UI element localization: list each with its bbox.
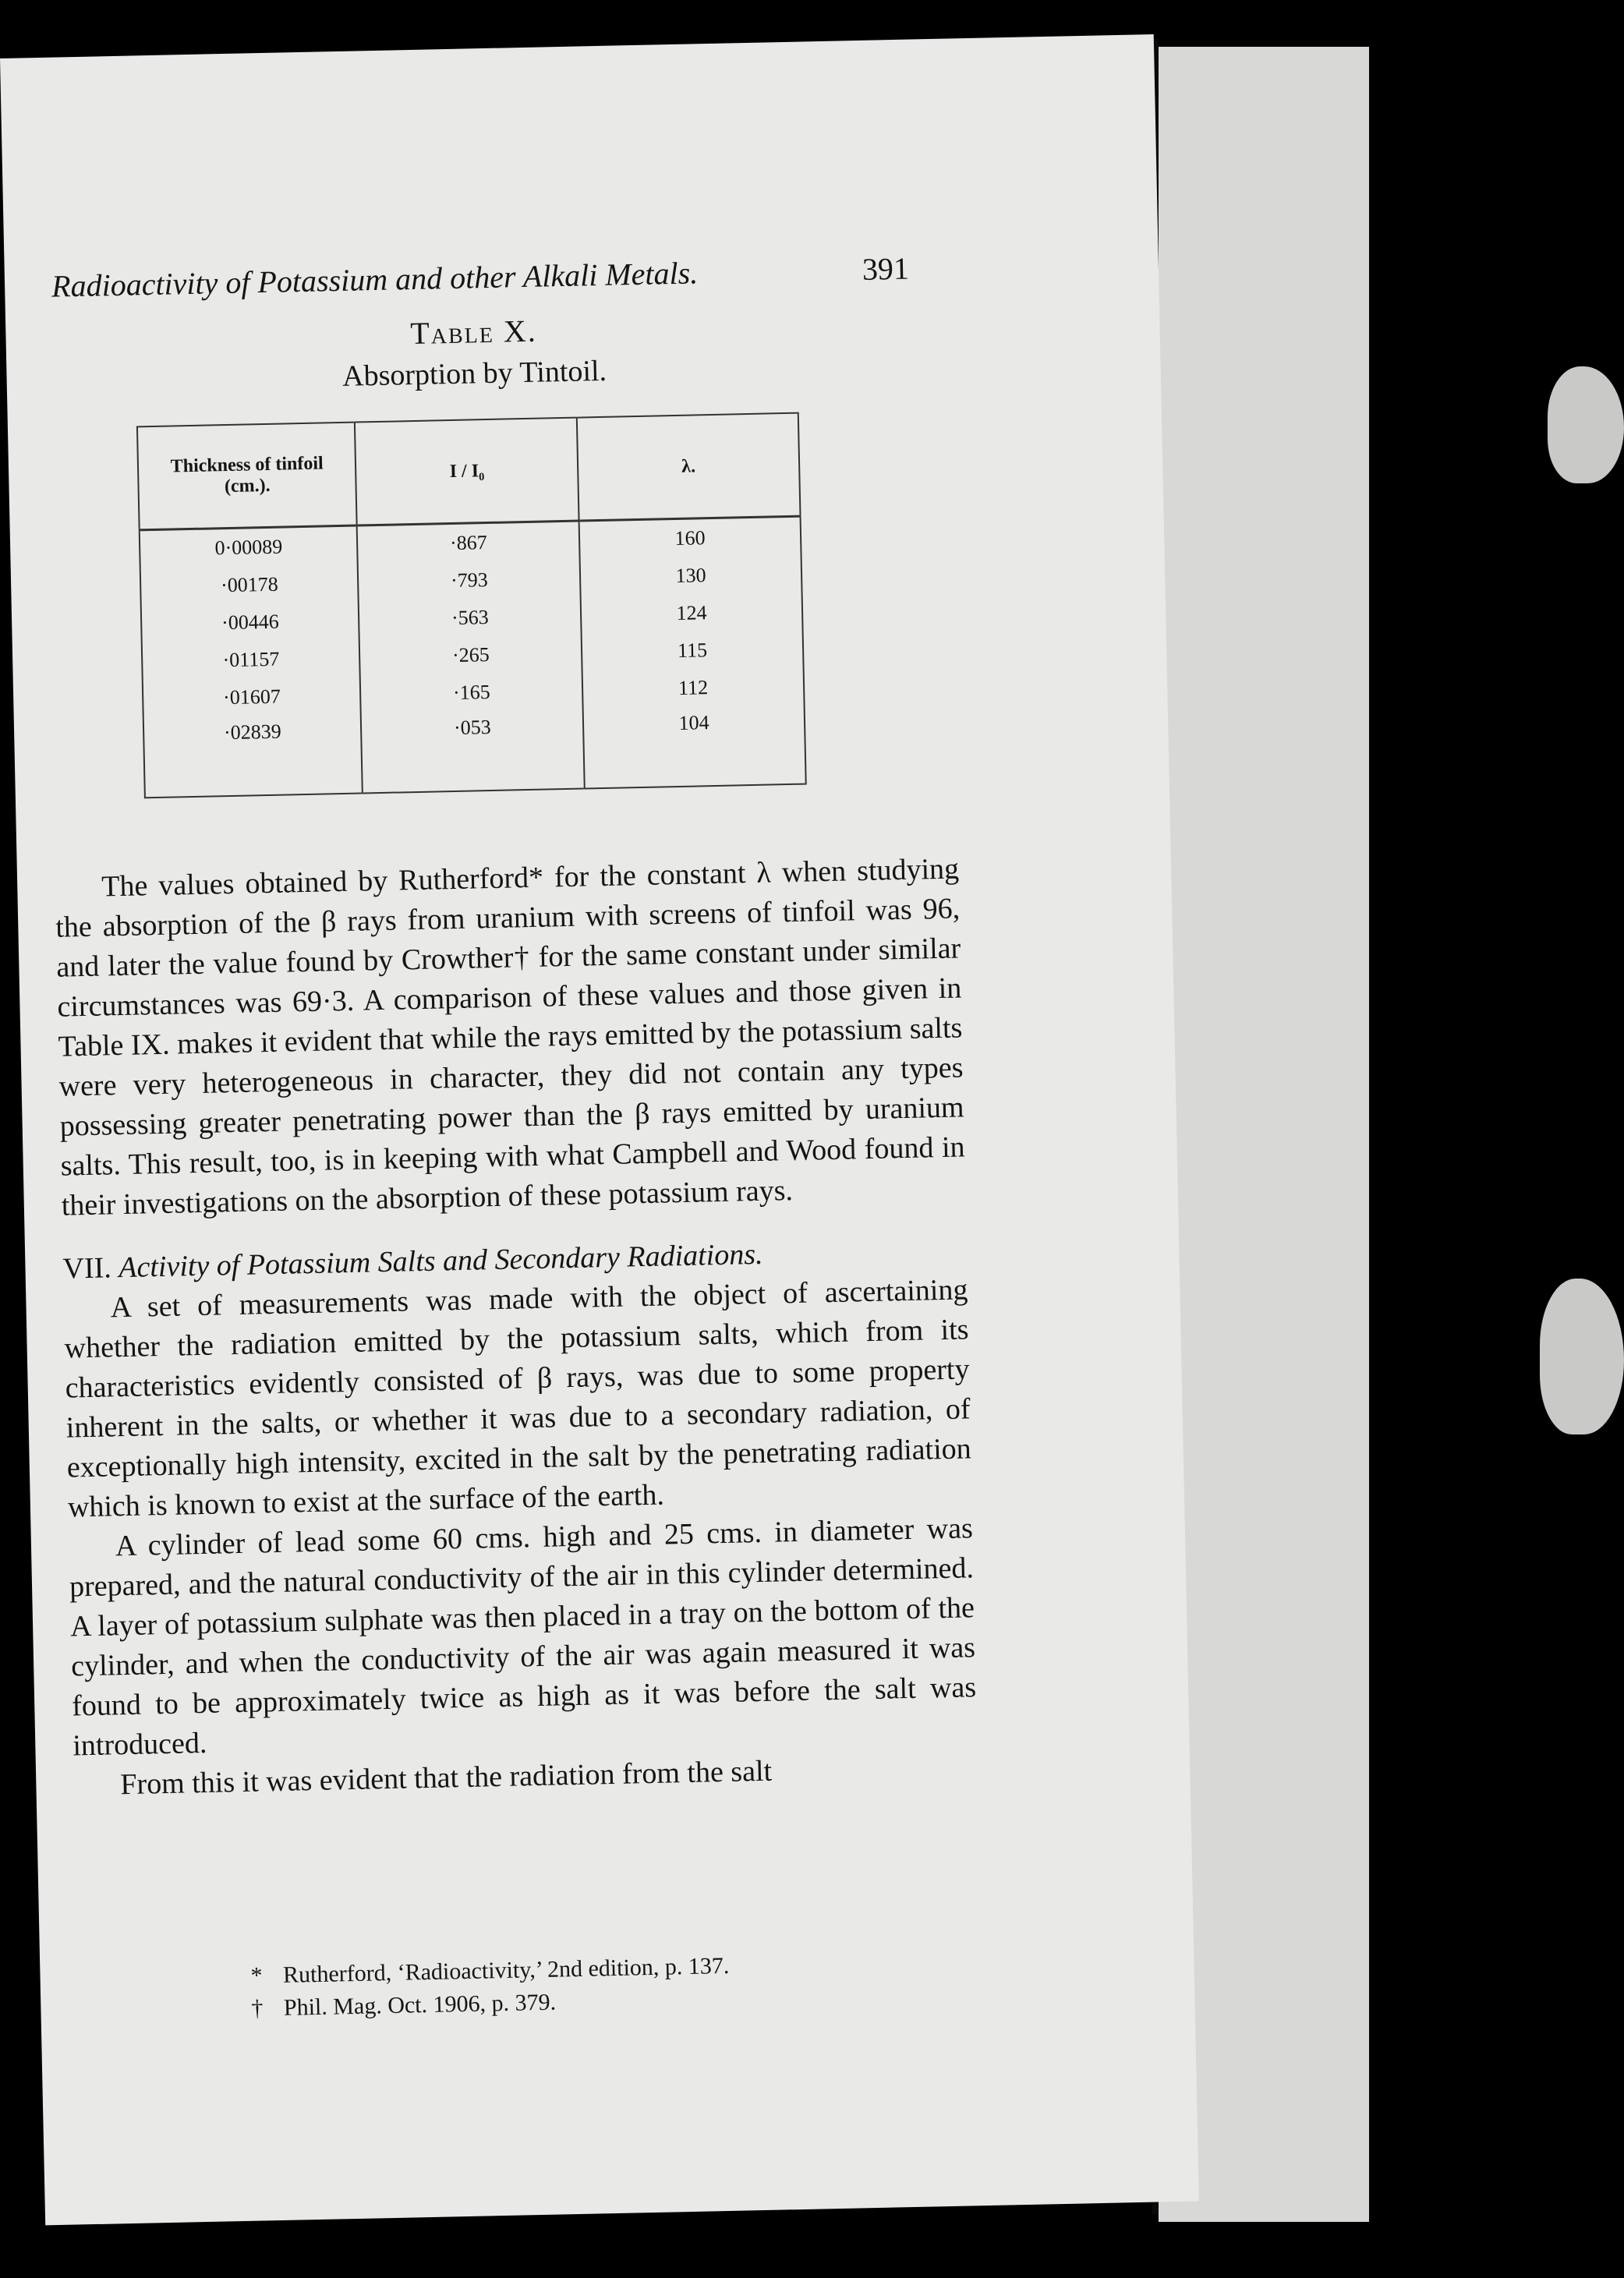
table-title: Table X. [409, 313, 538, 352]
table-cell: ·00178 [140, 564, 359, 607]
section-number: VII. [62, 1251, 112, 1286]
table-cell: 124 [581, 592, 803, 635]
footnote-text: Rutherford, ‘Radioactivity,’ 2nd edition, p. 137. [282, 1952, 730, 1988]
column-header-lambda: λ. [577, 413, 801, 521]
table-row [143, 705, 806, 798]
page-number: 391 [862, 250, 910, 287]
table-cell: ·793 [358, 560, 581, 602]
page-blemish [1540, 1279, 1624, 1434]
table-cell: 104 [583, 705, 806, 789]
table-cell: 112 [582, 667, 805, 709]
footnote-mark: * [250, 1962, 263, 1989]
paragraph: A cylinder of lead some 60 cms. high and 25 cms. in diameter was prepared, and the natural conductivity of the air in this cylinder determined. A layer of potassium sulphate was then placed in a tray on the bottom of the cylinder, and when the conductivity of the air was again measured it was found to be approximately twice as high as it was before the salt was introduced. [69, 1512, 977, 1763]
table-cell: ·165 [360, 672, 583, 714]
table-cell: 115 [582, 630, 804, 672]
paragraph: From this it was evident that the radiation from the salt [119, 1754, 773, 1802]
running-header [51, 250, 910, 305]
section-title: Activity of Potassium Salts and Secondary Radiations. [118, 1237, 763, 1285]
table-cell: ·01157 [142, 639, 360, 681]
table-cell: 130 [580, 555, 802, 597]
table-cell: ·867 [357, 521, 580, 564]
table-cell: ·01607 [143, 676, 361, 718]
table-header-row [137, 413, 801, 530]
table-cell: ·00446 [141, 602, 359, 644]
body-text [55, 849, 978, 1806]
table-cell: ·02839 [143, 713, 363, 798]
footnote-mark: † [251, 1995, 264, 2022]
footnote-text: Phil. Mag. Oct. 1906, p. 379. [283, 1989, 557, 2021]
table-cell: ·053 [361, 709, 585, 794]
table-cell: ·265 [359, 635, 582, 677]
page-blemish [1548, 366, 1624, 483]
column-header-thickness: Thickness of tinfoil (cm.). [137, 423, 357, 530]
footnotes [250, 1945, 954, 2025]
table-cell: 0·00089 [140, 525, 358, 568]
paragraph: A set of measurements was made with the object of ascertaining whether the radiation emitted by the potassium salts, which from its characteristics evidently consisted of β rays, was due to some property inherent in the salts, or whether it was due to a secondary radiation, of exceptionally high intensity, excited in the salt by the penetrating radiation which is known to exist at the surface of the earth. [64, 1273, 972, 1524]
table-cell: ·563 [359, 597, 582, 639]
table-cell: 160 [579, 516, 801, 559]
paragraph: The values obtained by Rutherford* for the constant λ when studying the absorption of the β rays from uranium with screens of tinfoil was 96, and later the value found by Crowther† for the same constant under similar circumstances was 69·3. A comparison of these values and those given in Table IX. makes it evident that while the rays emitted by the potassium salts were very heterogeneous in character, they did not contain any types possessing greater penetrating power than the β rays emitted by uranium salts. This result, too, is in keeping with what Campbell and Wood found in their investigations on the absorption of these potassium rays. [55, 852, 965, 1222]
running-title: Radioactivity of Potassium and other Alkali Metals. [51, 255, 699, 304]
column-header-intensity-ratio: I / I₀ [355, 418, 578, 525]
absorption-table [136, 412, 807, 799]
table-subtitle: Absorption by Tintoil. [341, 354, 607, 393]
book-page [0, 34, 1199, 2225]
